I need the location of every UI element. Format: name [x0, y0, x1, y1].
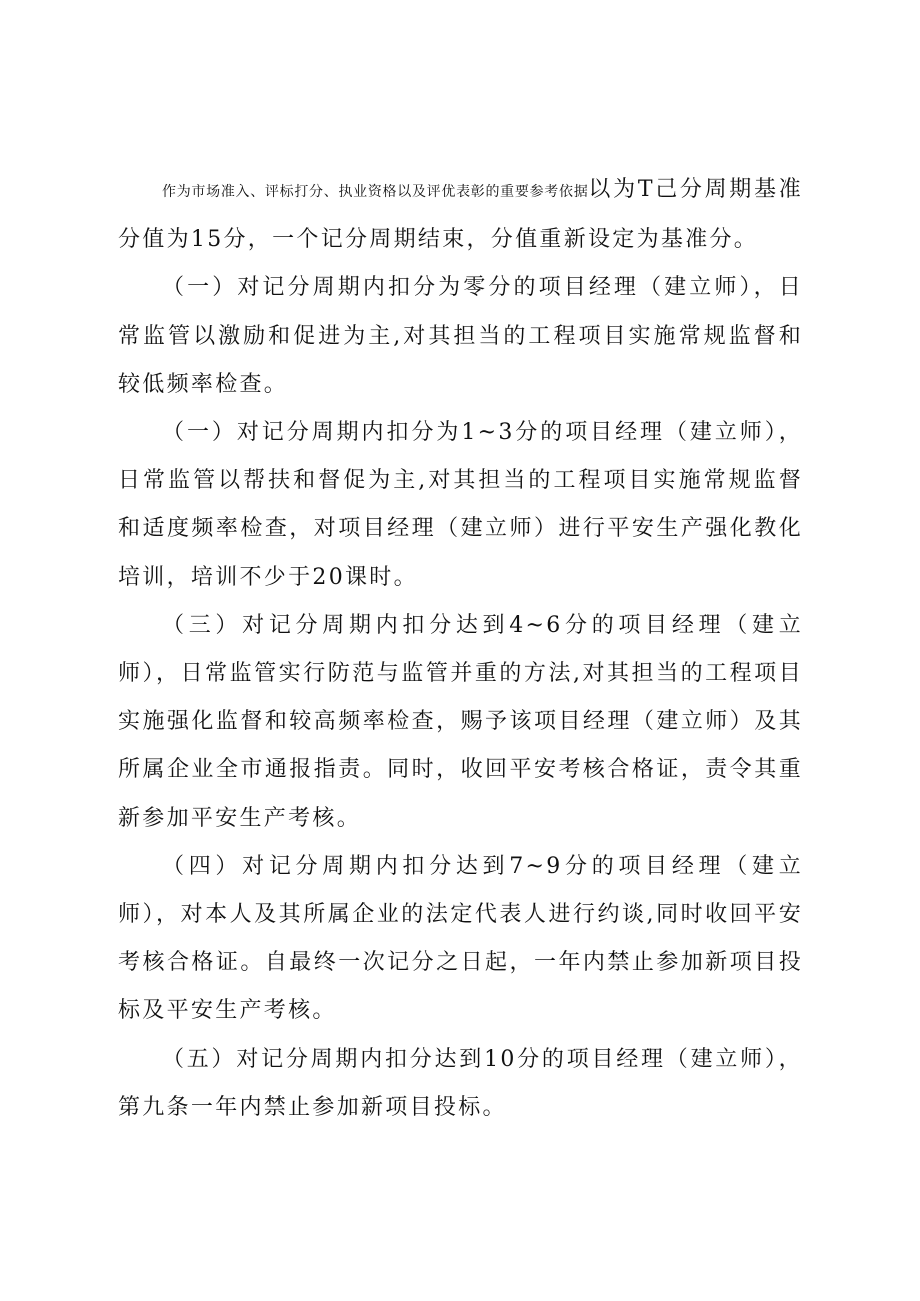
- paragraph-zero-points: （一）对记分周期内扣分为零分的项目经理（建立师），日常监管以激励和促进为主,对其担当的工程项目实施常规监督和较低频率检查。: [118, 275, 803, 397]
- paragraph-10-points: （五）对记分周期内扣分达到10分的项目经理（建立师），第九条一年内禁止参加新项目投标。: [118, 1046, 803, 1120]
- document-body: [118, 166, 803, 1132]
- paragraph-scoring-baseline: [118, 166, 803, 264]
- paragraph-4-6-points: （三）对记分周期内扣分达到4~6分的项目经理（建立师），日常监管实行防范与监管并重的方法,对其担当的工程项目实施强化监督和较高频率检查，赐予该项目经理（建立师）及其所属企业全市通报指责。同时，收回平安考核合格证，责令其重新参加平安生产考核。: [118, 612, 803, 831]
- paragraph-lead-small: 作为市场准入、评标打分、执业资格以及评优表彰的重要参考依据: [162, 184, 589, 200]
- paragraph-7-9-points: （四）对记分周期内扣分达到7~9分的项目经理（建立师），对本人及其所属企业的法定代表人进行约谈,同时收回平安考核合格证。自最终一次记分之日起，一年内禁止参加新项目投标及平安生产考核。: [118, 853, 803, 1024]
- paragraph-lead-rest: 以为T己分周期基准分值为15分，一个记分周期结束，分值重新设定为基准分。: [118, 177, 804, 253]
- paragraph-1-3-points: （一）对记分周期内扣分为1~3分的项目经理（建立师），日常监管以帮扶和督促为主,对其担当的工程项目实施常规监督和适度频率检查，对项目经理（建立师）进行平安生产强化教化培训，培训不少于20课时。: [118, 420, 803, 590]
